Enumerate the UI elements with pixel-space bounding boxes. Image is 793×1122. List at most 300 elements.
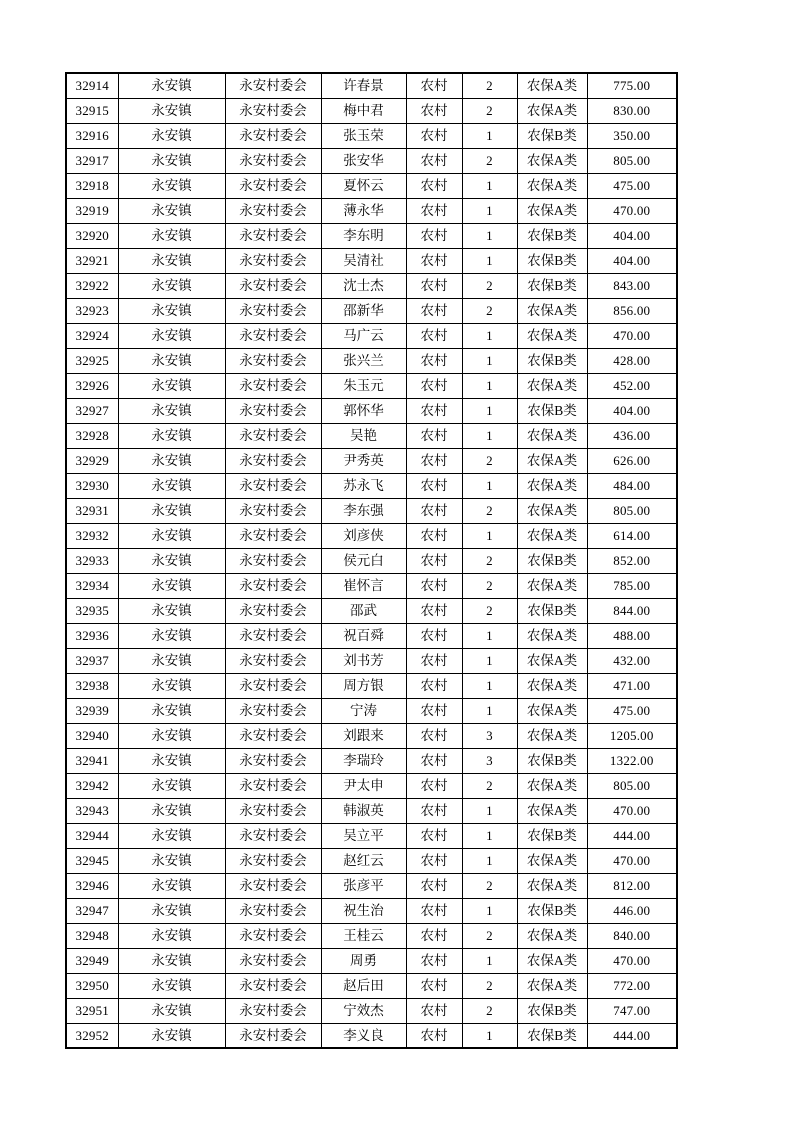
cell-amount: 840.00 [587, 923, 677, 948]
cell-amount: 404.00 [587, 223, 677, 248]
cell-serial: 32923 [66, 298, 118, 323]
cell-residence-type: 农村 [406, 123, 462, 148]
cell-insurance-category: 农保A类 [517, 873, 587, 898]
cell-serial: 32928 [66, 423, 118, 448]
table-row [66, 323, 677, 348]
cell-amount: 452.00 [587, 373, 677, 398]
cell-residence-type: 农村 [406, 398, 462, 423]
cell-insurance-category: 农保B类 [517, 548, 587, 573]
cell-town: 永安镇 [118, 248, 225, 273]
cell-person-count: 2 [462, 573, 517, 598]
cell-amount: 805.00 [587, 773, 677, 798]
cell-person-count: 2 [462, 448, 517, 473]
table-row [66, 598, 677, 623]
cell-town: 永安镇 [118, 398, 225, 423]
cell-serial: 32916 [66, 123, 118, 148]
cell-person-name: 李瑞玲 [321, 748, 406, 773]
cell-serial: 32929 [66, 448, 118, 473]
cell-person-name: 许春景 [321, 73, 406, 98]
table-row [66, 423, 677, 448]
cell-residence-type: 农村 [406, 223, 462, 248]
table-row [66, 98, 677, 123]
cell-person-name: 苏永飞 [321, 473, 406, 498]
cell-serial: 32946 [66, 873, 118, 898]
cell-village: 永安村委会 [225, 423, 321, 448]
cell-town: 永安镇 [118, 723, 225, 748]
cell-town: 永安镇 [118, 648, 225, 673]
cell-amount: 404.00 [587, 248, 677, 273]
cell-town: 永安镇 [118, 748, 225, 773]
cell-insurance-category: 农保B类 [517, 1023, 587, 1048]
table-row [66, 948, 677, 973]
cell-town: 永安镇 [118, 898, 225, 923]
cell-residence-type: 农村 [406, 798, 462, 823]
table-row [66, 198, 677, 223]
cell-person-name: 崔怀言 [321, 573, 406, 598]
cell-residence-type: 农村 [406, 248, 462, 273]
cell-person-name: 邵武 [321, 598, 406, 623]
table-row [66, 223, 677, 248]
cell-person-count: 1 [462, 173, 517, 198]
cell-person-count: 2 [462, 498, 517, 523]
cell-village: 永安村委会 [225, 348, 321, 373]
cell-serial: 32931 [66, 498, 118, 523]
cell-serial: 32920 [66, 223, 118, 248]
table-row [66, 73, 677, 98]
cell-person-count: 3 [462, 723, 517, 748]
cell-insurance-category: 农保B类 [517, 398, 587, 423]
cell-person-name: 李东强 [321, 498, 406, 523]
cell-village: 永安村委会 [225, 698, 321, 723]
cell-village: 永安村委会 [225, 323, 321, 348]
cell-insurance-category: 农保A类 [517, 923, 587, 948]
cell-residence-type: 农村 [406, 348, 462, 373]
cell-person-name: 张彦平 [321, 873, 406, 898]
table-row [66, 523, 677, 548]
cell-serial: 32921 [66, 248, 118, 273]
cell-residence-type: 农村 [406, 923, 462, 948]
cell-serial: 32930 [66, 473, 118, 498]
cell-residence-type: 农村 [406, 998, 462, 1023]
cell-person-count: 1 [462, 248, 517, 273]
cell-village: 永安村委会 [225, 123, 321, 148]
cell-amount: 484.00 [587, 473, 677, 498]
cell-village: 永安村委会 [225, 898, 321, 923]
cell-village: 永安村委会 [225, 498, 321, 523]
cell-insurance-category: 农保A类 [517, 523, 587, 548]
cell-amount: 350.00 [587, 123, 677, 148]
cell-person-name: 薄永华 [321, 198, 406, 223]
cell-person-count: 1 [462, 373, 517, 398]
cell-serial: 32944 [66, 823, 118, 848]
cell-amount: 843.00 [587, 273, 677, 298]
cell-town: 永安镇 [118, 223, 225, 248]
cell-town: 永安镇 [118, 373, 225, 398]
cell-insurance-category: 农保A类 [517, 198, 587, 223]
cell-residence-type: 农村 [406, 623, 462, 648]
cell-insurance-category: 农保A类 [517, 373, 587, 398]
cell-person-count: 1 [462, 398, 517, 423]
cell-serial: 32941 [66, 748, 118, 773]
table-row [66, 298, 677, 323]
cell-person-count: 1 [462, 798, 517, 823]
cell-serial: 32926 [66, 373, 118, 398]
cell-residence-type: 农村 [406, 598, 462, 623]
cell-residence-type: 农村 [406, 648, 462, 673]
cell-amount: 432.00 [587, 648, 677, 673]
table-row [66, 448, 677, 473]
cell-amount: 830.00 [587, 98, 677, 123]
cell-person-name: 郭怀华 [321, 398, 406, 423]
cell-residence-type: 农村 [406, 473, 462, 498]
cell-person-name: 朱玉元 [321, 373, 406, 398]
cell-town: 永安镇 [118, 173, 225, 198]
cell-serial: 32924 [66, 323, 118, 348]
cell-village: 永安村委会 [225, 223, 321, 248]
cell-village: 永安村委会 [225, 773, 321, 798]
cell-serial: 32939 [66, 698, 118, 723]
cell-person-count: 2 [462, 998, 517, 1023]
cell-person-count: 2 [462, 148, 517, 173]
cell-person-name: 赵后田 [321, 973, 406, 998]
cell-insurance-category: 农保A类 [517, 98, 587, 123]
cell-person-count: 1 [462, 698, 517, 723]
table-row [66, 373, 677, 398]
cell-town: 永安镇 [118, 148, 225, 173]
cell-insurance-category: 农保A类 [517, 173, 587, 198]
cell-person-name: 尹太申 [321, 773, 406, 798]
cell-serial: 32945 [66, 848, 118, 873]
cell-town: 永安镇 [118, 598, 225, 623]
cell-village: 永安村委会 [225, 848, 321, 873]
table-row [66, 548, 677, 573]
cell-town: 永安镇 [118, 873, 225, 898]
table-row [66, 648, 677, 673]
cell-village: 永安村委会 [225, 573, 321, 598]
cell-insurance-category: 农保A类 [517, 723, 587, 748]
cell-insurance-category: 农保A类 [517, 948, 587, 973]
cell-person-count: 2 [462, 298, 517, 323]
cell-amount: 404.00 [587, 398, 677, 423]
cell-person-count: 1 [462, 1023, 517, 1048]
table-row [66, 773, 677, 798]
cell-person-name: 梅中君 [321, 98, 406, 123]
cell-village: 永安村委会 [225, 98, 321, 123]
cell-person-name: 祝生治 [321, 898, 406, 923]
cell-insurance-category: 农保A类 [517, 673, 587, 698]
cell-residence-type: 农村 [406, 698, 462, 723]
cell-person-name: 尹秀英 [321, 448, 406, 473]
cell-serial: 32922 [66, 273, 118, 298]
cell-insurance-category: 农保A类 [517, 773, 587, 798]
cell-serial: 32914 [66, 73, 118, 98]
cell-town: 永安镇 [118, 523, 225, 548]
cell-amount: 444.00 [587, 823, 677, 848]
cell-village: 永安村委会 [225, 748, 321, 773]
cell-insurance-category: 农保A类 [517, 798, 587, 823]
cell-serial: 32927 [66, 398, 118, 423]
cell-residence-type: 农村 [406, 373, 462, 398]
cell-person-name: 韩淑英 [321, 798, 406, 823]
cell-village: 永安村委会 [225, 73, 321, 98]
cell-serial: 32933 [66, 548, 118, 573]
table-row [66, 123, 677, 148]
table-row [66, 1023, 677, 1048]
cell-town: 永安镇 [118, 498, 225, 523]
cell-amount: 856.00 [587, 298, 677, 323]
table-row [66, 973, 677, 998]
cell-amount: 852.00 [587, 548, 677, 573]
cell-village: 永安村委会 [225, 948, 321, 973]
cell-insurance-category: 农保A类 [517, 73, 587, 98]
cell-town: 永安镇 [118, 423, 225, 448]
cell-amount: 444.00 [587, 1023, 677, 1048]
cell-town: 永安镇 [118, 698, 225, 723]
cell-person-name: 周方银 [321, 673, 406, 698]
cell-person-name: 侯元白 [321, 548, 406, 573]
cell-amount: 812.00 [587, 873, 677, 898]
cell-residence-type: 农村 [406, 323, 462, 348]
cell-serial: 32919 [66, 198, 118, 223]
table-row [66, 148, 677, 173]
cell-serial: 32915 [66, 98, 118, 123]
table-row [66, 273, 677, 298]
cell-person-name: 宁涛 [321, 698, 406, 723]
cell-town: 永安镇 [118, 848, 225, 873]
cell-residence-type: 农村 [406, 773, 462, 798]
cell-person-name: 吴清社 [321, 248, 406, 273]
cell-town: 永安镇 [118, 623, 225, 648]
cell-person-name: 沈士杰 [321, 273, 406, 298]
cell-town: 永安镇 [118, 573, 225, 598]
cell-insurance-category: 农保B类 [517, 823, 587, 848]
cell-person-count: 1 [462, 948, 517, 973]
cell-person-count: 1 [462, 223, 517, 248]
cell-amount: 475.00 [587, 173, 677, 198]
cell-amount: 470.00 [587, 323, 677, 348]
cell-person-name: 李东明 [321, 223, 406, 248]
cell-insurance-category: 农保A类 [517, 698, 587, 723]
cell-insurance-category: 农保B类 [517, 248, 587, 273]
cell-person-name: 刘跟来 [321, 723, 406, 748]
cell-village: 永安村委会 [225, 648, 321, 673]
cell-serial: 32951 [66, 998, 118, 1023]
cell-amount: 428.00 [587, 348, 677, 373]
cell-village: 永安村委会 [225, 198, 321, 223]
cell-residence-type: 农村 [406, 973, 462, 998]
cell-person-count: 2 [462, 73, 517, 98]
cell-amount: 470.00 [587, 848, 677, 873]
cell-person-count: 1 [462, 673, 517, 698]
cell-serial: 32925 [66, 348, 118, 373]
cell-person-name: 赵红云 [321, 848, 406, 873]
cell-person-name: 张兴兰 [321, 348, 406, 373]
cell-person-name: 吴艳 [321, 423, 406, 448]
cell-person-name: 祝百舜 [321, 623, 406, 648]
cell-person-count: 1 [462, 823, 517, 848]
cell-insurance-category: 农保A类 [517, 848, 587, 873]
cell-serial: 32917 [66, 148, 118, 173]
cell-residence-type: 农村 [406, 723, 462, 748]
cell-serial: 32937 [66, 648, 118, 673]
cell-village: 永安村委会 [225, 973, 321, 998]
cell-amount: 772.00 [587, 973, 677, 998]
cell-residence-type: 农村 [406, 498, 462, 523]
cell-insurance-category: 农保A类 [517, 498, 587, 523]
table-row [66, 898, 677, 923]
cell-residence-type: 农村 [406, 148, 462, 173]
table-row [66, 823, 677, 848]
cell-residence-type: 农村 [406, 898, 462, 923]
cell-person-count: 1 [462, 123, 517, 148]
cell-insurance-category: 农保A类 [517, 573, 587, 598]
cell-town: 永安镇 [118, 548, 225, 573]
cell-insurance-category: 农保A类 [517, 648, 587, 673]
table-row [66, 623, 677, 648]
cell-village: 永安村委会 [225, 623, 321, 648]
cell-amount: 471.00 [587, 673, 677, 698]
cell-residence-type: 农村 [406, 273, 462, 298]
cell-amount: 626.00 [587, 448, 677, 473]
cell-serial: 32947 [66, 898, 118, 923]
cell-residence-type: 农村 [406, 573, 462, 598]
table-row [66, 848, 677, 873]
cell-town: 永安镇 [118, 323, 225, 348]
cell-insurance-category: 农保B类 [517, 748, 587, 773]
cell-amount: 475.00 [587, 698, 677, 723]
cell-amount: 446.00 [587, 898, 677, 923]
cell-person-name: 吴立平 [321, 823, 406, 848]
table-row [66, 173, 677, 198]
cell-village: 永安村委会 [225, 923, 321, 948]
cell-person-count: 1 [462, 848, 517, 873]
cell-village: 永安村委会 [225, 473, 321, 498]
cell-town: 永安镇 [118, 298, 225, 323]
cell-insurance-category: 农保B类 [517, 223, 587, 248]
table-row [66, 723, 677, 748]
cell-insurance-category: 农保A类 [517, 973, 587, 998]
cell-person-count: 2 [462, 598, 517, 623]
table-row [66, 673, 677, 698]
table-row [66, 498, 677, 523]
table-row [66, 573, 677, 598]
cell-person-count: 1 [462, 523, 517, 548]
cell-village: 永安村委会 [225, 298, 321, 323]
cell-residence-type: 农村 [406, 748, 462, 773]
table-row [66, 398, 677, 423]
cell-insurance-category: 农保A类 [517, 623, 587, 648]
cell-town: 永安镇 [118, 273, 225, 298]
cell-insurance-category: 农保A类 [517, 448, 587, 473]
cell-town: 永安镇 [118, 348, 225, 373]
cell-person-name: 刘书芳 [321, 648, 406, 673]
cell-residence-type: 农村 [406, 823, 462, 848]
cell-person-count: 2 [462, 873, 517, 898]
cell-person-name: 张玉荣 [321, 123, 406, 148]
cell-amount: 775.00 [587, 73, 677, 98]
cell-village: 永安村委会 [225, 398, 321, 423]
cell-amount: 747.00 [587, 998, 677, 1023]
cell-amount: 805.00 [587, 498, 677, 523]
cell-village: 永安村委会 [225, 148, 321, 173]
cell-person-name: 夏怀云 [321, 173, 406, 198]
cell-village: 永安村委会 [225, 998, 321, 1023]
cell-person-count: 1 [462, 423, 517, 448]
cell-serial: 32952 [66, 1023, 118, 1048]
cell-amount: 488.00 [587, 623, 677, 648]
table-row [66, 348, 677, 373]
cell-insurance-category: 农保B类 [517, 598, 587, 623]
cell-town: 永安镇 [118, 998, 225, 1023]
table-row [66, 248, 677, 273]
cell-amount: 844.00 [587, 598, 677, 623]
cell-village: 永安村委会 [225, 173, 321, 198]
cell-village: 永安村委会 [225, 873, 321, 898]
cell-residence-type: 农村 [406, 298, 462, 323]
cell-person-count: 2 [462, 973, 517, 998]
cell-insurance-category: 农保B类 [517, 998, 587, 1023]
cell-person-count: 2 [462, 273, 517, 298]
cell-town: 永安镇 [118, 198, 225, 223]
cell-serial: 32932 [66, 523, 118, 548]
cell-residence-type: 农村 [406, 848, 462, 873]
cell-residence-type: 农村 [406, 198, 462, 223]
cell-person-count: 1 [462, 323, 517, 348]
cell-serial: 32918 [66, 173, 118, 198]
cell-person-count: 2 [462, 773, 517, 798]
cell-residence-type: 农村 [406, 423, 462, 448]
cell-residence-type: 农村 [406, 1023, 462, 1048]
cell-person-name: 宁效杰 [321, 998, 406, 1023]
cell-insurance-category: 农保A类 [517, 423, 587, 448]
cell-person-name: 刘彦侠 [321, 523, 406, 548]
cell-village: 永安村委会 [225, 248, 321, 273]
cell-person-name: 邵新华 [321, 298, 406, 323]
cell-town: 永安镇 [118, 948, 225, 973]
cell-village: 永安村委会 [225, 273, 321, 298]
pension-roster-table [65, 72, 678, 1049]
cell-person-count: 2 [462, 923, 517, 948]
cell-residence-type: 农村 [406, 173, 462, 198]
cell-town: 永安镇 [118, 473, 225, 498]
cell-village: 永安村委会 [225, 1023, 321, 1048]
cell-residence-type: 农村 [406, 98, 462, 123]
cell-town: 永安镇 [118, 798, 225, 823]
cell-insurance-category: 农保A类 [517, 148, 587, 173]
cell-residence-type: 农村 [406, 523, 462, 548]
cell-amount: 1205.00 [587, 723, 677, 748]
cell-insurance-category: 农保A类 [517, 298, 587, 323]
cell-town: 永安镇 [118, 1023, 225, 1048]
cell-person-name: 张安华 [321, 148, 406, 173]
table-row [66, 923, 677, 948]
cell-town: 永安镇 [118, 448, 225, 473]
cell-town: 永安镇 [118, 823, 225, 848]
cell-serial: 32950 [66, 973, 118, 998]
cell-serial: 32949 [66, 948, 118, 973]
cell-person-count: 3 [462, 748, 517, 773]
cell-residence-type: 农村 [406, 673, 462, 698]
cell-insurance-category: 农保A类 [517, 323, 587, 348]
cell-amount: 470.00 [587, 798, 677, 823]
cell-residence-type: 农村 [406, 873, 462, 898]
cell-village: 永安村委会 [225, 448, 321, 473]
cell-insurance-category: 农保B类 [517, 348, 587, 373]
cell-insurance-category: 农保B类 [517, 123, 587, 148]
cell-village: 永安村委会 [225, 523, 321, 548]
cell-serial: 32943 [66, 798, 118, 823]
cell-person-name: 马广云 [321, 323, 406, 348]
